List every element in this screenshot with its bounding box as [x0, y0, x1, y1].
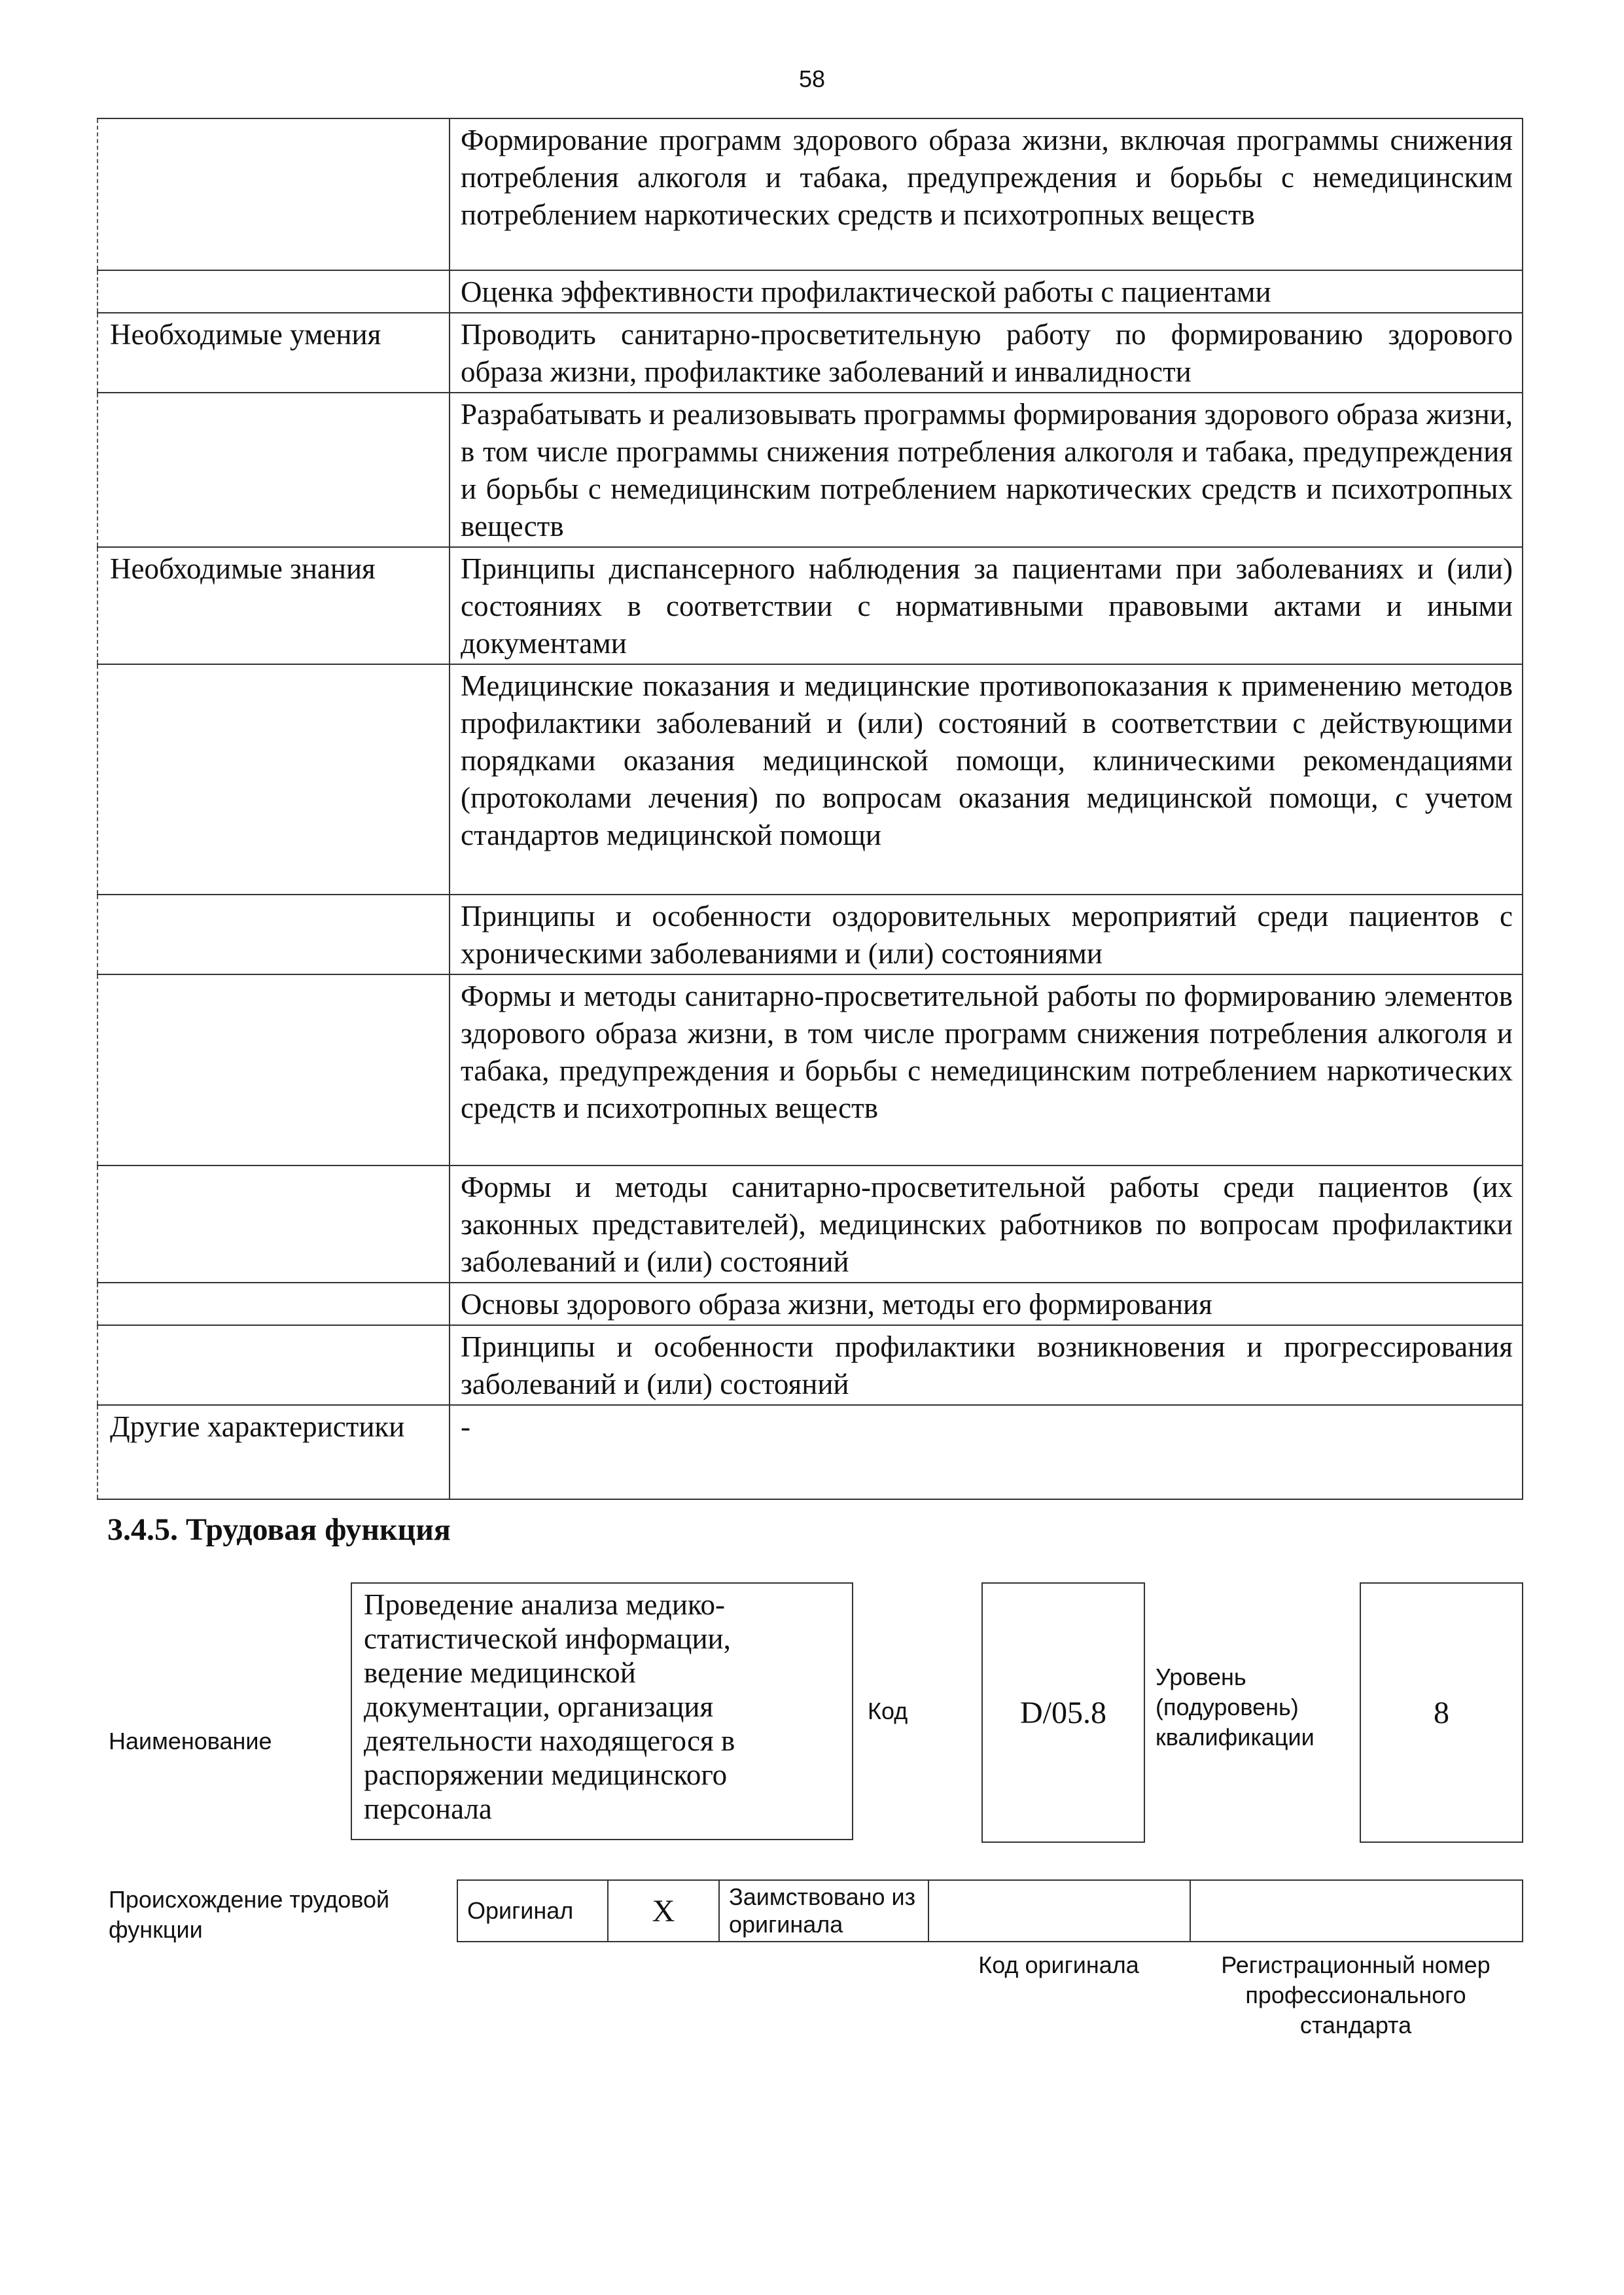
row-label [97, 270, 450, 313]
table-row [457, 1880, 1523, 1942]
row-content [450, 895, 1523, 974]
table-row [97, 547, 1523, 664]
row-text: Принципы диспансерного наблюдения за пациентами при заболеваниях и (или) состояниях в соответствии с нормативными правовыми актами и иными документами [461, 552, 1513, 660]
table-row [97, 313, 1523, 393]
row-content [450, 313, 1523, 393]
function-name-line: документации, организация [364, 1690, 714, 1723]
table-row [97, 1165, 1523, 1283]
row-text: Принципы и особенности оздоровительных мероприятий среди пациентов с хроническими заболеваниями и (или) состояниями [461, 900, 1513, 970]
row-label [97, 1283, 450, 1325]
level-value: 8 [1360, 1582, 1523, 1843]
function-name-box [351, 1582, 853, 1840]
row-content [450, 1405, 1523, 1499]
row-text: Оценка эффективности профилактической работы с пациентами [461, 276, 1271, 308]
code-original-cell [928, 1880, 1190, 1942]
reg-number-label: Регистрационный номер профессионального стандарта [1221, 1951, 1491, 2038]
function-name-line: Проведение анализа медико- [364, 1588, 725, 1621]
row-content [450, 393, 1523, 547]
function-name-line: персонала [364, 1792, 492, 1825]
row-text: Формы и методы санитарно-просветительной работы среди пациентов (их законных представителей), медицинских работников по вопросам профилактики заболеваний и (или) состояний [461, 1171, 1513, 1278]
page-number: 58 [798, 65, 826, 92]
table-row [97, 895, 1523, 974]
table-row [97, 1325, 1523, 1405]
table-row [97, 664, 1523, 895]
row-label: Необходимые умения [97, 313, 450, 393]
row-label [97, 393, 450, 547]
row-text: Формы и методы санитарно-просветительной работы по формированию элементов здорового образа жизни, в том числе программ снижения потребления алкоголя и табака, предупреждения и борьбы с немедицинским потреблением наркотических средств и психотропных веществ [461, 980, 1513, 1124]
row-content [450, 1283, 1523, 1325]
row-label [97, 1165, 450, 1283]
reg-number-cell [1190, 1880, 1523, 1942]
code-label: Код [868, 1698, 908, 1724]
row-content [450, 547, 1523, 664]
table-row [97, 393, 1523, 547]
requirements-table [97, 118, 1523, 1500]
origin-table [457, 1879, 1523, 1942]
level-label: Уровень (подуровень) квалификации [1156, 1663, 1315, 1751]
section-title: 3.4.5. Трудовая функция [107, 1512, 451, 1547]
code-value: D/05.8 [981, 1582, 1145, 1843]
row-content [450, 118, 1523, 270]
row-text: Формирование программ здорового образа жизни, включая программы снижения потребления алкоголя и табака, предупреждения и борьбы с немедицинским потреблением наркотических средств и психотропных веществ [461, 124, 1513, 231]
table-row [97, 1405, 1523, 1499]
function-name-line: деятельности находящегося в [364, 1724, 735, 1757]
row-text: Основы здорового образа жизни, методы его формирования [461, 1288, 1212, 1321]
row-text: Медицинские показания и медицинские противопоказания к применению методов профилактики заболеваний и (или) состояний в соответствии с действующими порядками оказания медицинской помощи, клиническими рекомендациями (протоколами лечения) по вопросам оказания медицинской помощи, с учетом стандартов медицинской помощи [461, 669, 1513, 851]
row-content [450, 270, 1523, 313]
row-label [97, 118, 450, 270]
row-text: - [461, 1410, 470, 1443]
row-content [450, 974, 1523, 1165]
row-text: Проводить санитарно-просветительную работу по формированию здорового образа жизни, профилактике заболеваний и инвалидности [461, 318, 1513, 388]
table-row [97, 270, 1523, 313]
table-row [97, 974, 1523, 1165]
row-label [97, 974, 450, 1165]
code-original-label: Код оригинала [978, 1951, 1139, 1978]
function-name-line: статистической информации, [364, 1622, 731, 1655]
table-row [97, 118, 1523, 270]
row-label [97, 895, 450, 974]
function-name-line: ведение медицинской [364, 1656, 636, 1689]
name-label: Наименование [109, 1728, 272, 1754]
row-label [97, 1325, 450, 1405]
borrowed-label: Заимствовано из оригинала [719, 1880, 928, 1942]
function-name-line: распоряжении медицинского [364, 1758, 728, 1791]
row-text: Принципы и особенности профилактики возникновения и прогрессирования заболеваний и (или) состояний [461, 1330, 1513, 1400]
row-label: Другие характеристики [97, 1405, 450, 1499]
row-text: Разрабатывать и реализовывать программы формирования здорового образа жизни, в том числе программы снижения потребления алкоголя и табака, предупреждения и борьбы с немедицинским потреблением наркотических средств и психотропных веществ [461, 398, 1513, 543]
row-content [450, 664, 1523, 895]
original-label: Оригинал [457, 1880, 608, 1942]
row-content [450, 1325, 1523, 1405]
row-label: Необходимые знания [97, 547, 450, 664]
row-label [97, 664, 450, 895]
row-content [450, 1165, 1523, 1283]
origin-label: Происхождение трудовой функции [109, 1886, 390, 1943]
table-row [97, 1283, 1523, 1325]
original-mark: X [608, 1880, 719, 1942]
